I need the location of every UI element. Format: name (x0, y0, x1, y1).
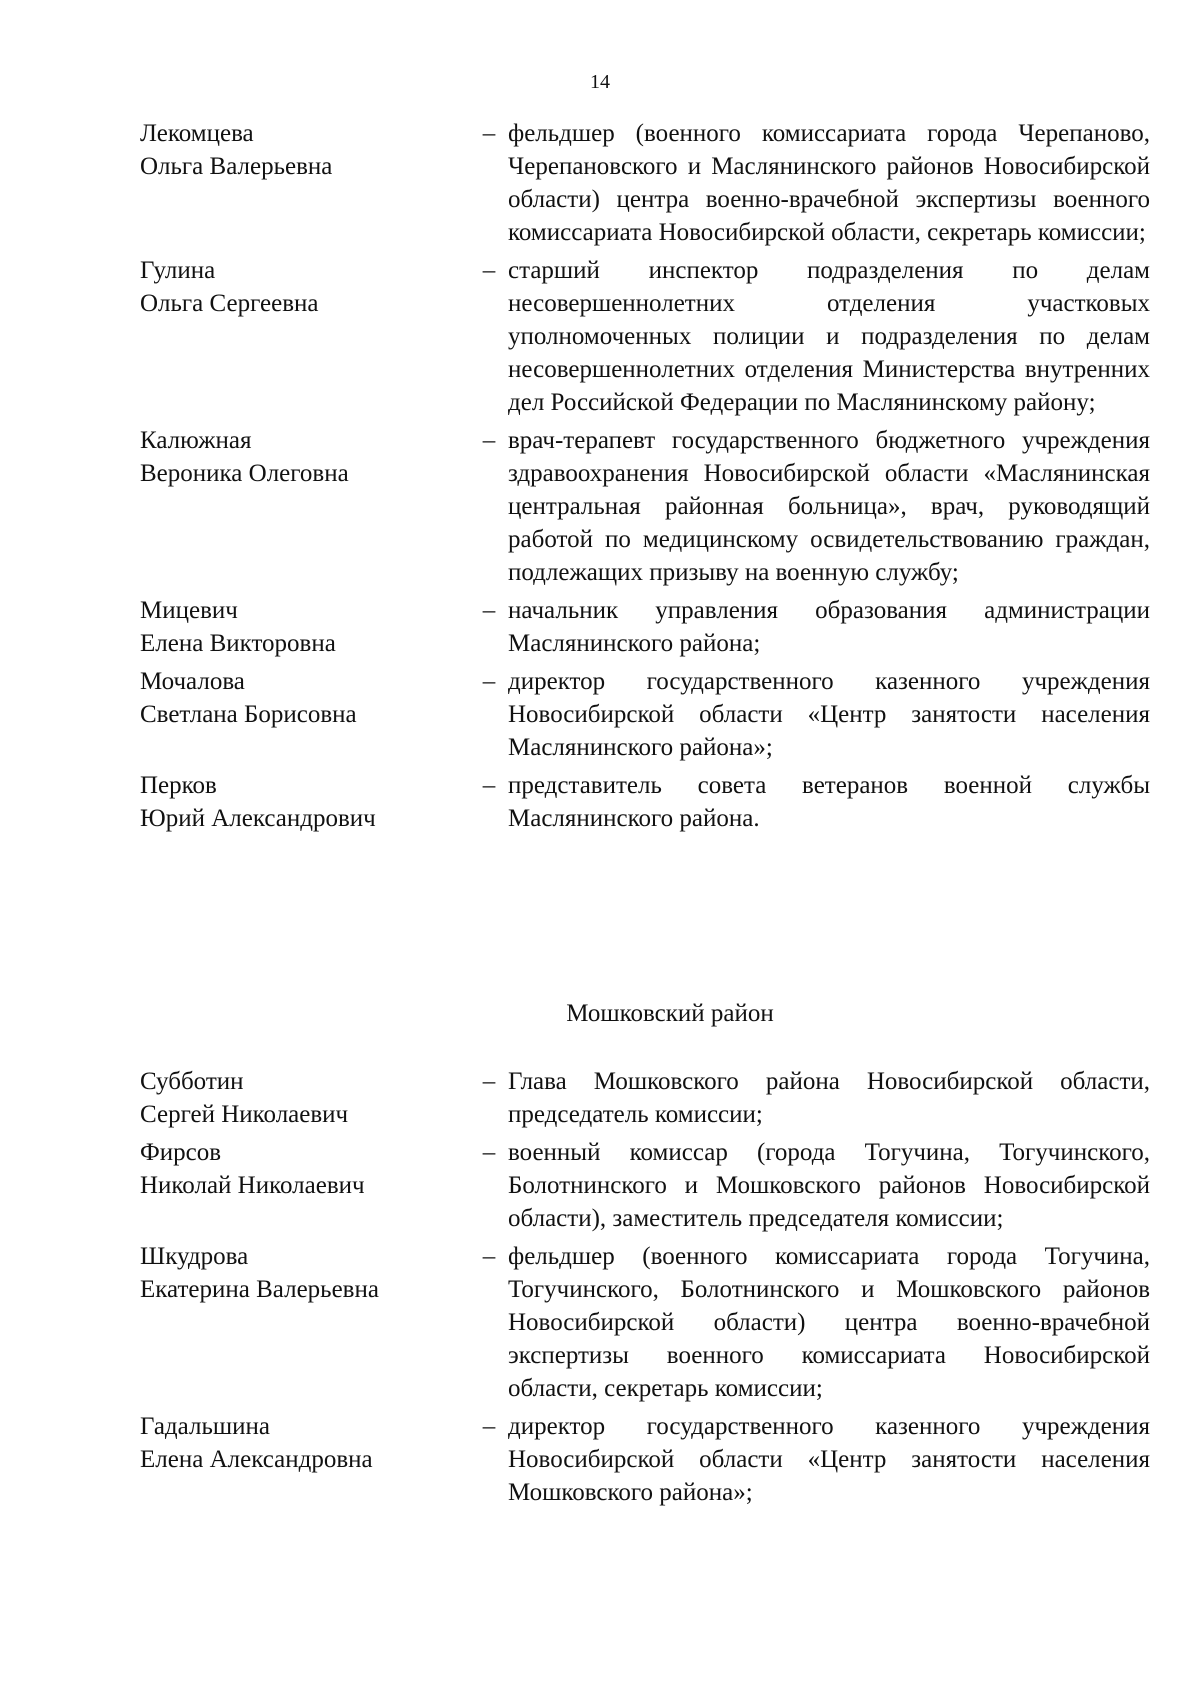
member-name (140, 1410, 470, 1509)
member-name (140, 1136, 470, 1235)
member-role: фельдшер (военного комиссариата города Тогучина, Тогучинского, Болотнинского и Мошковского районов Новосибирской области) центра военно-врачебной экспертизы военного комиссариата Новосибирской области, секретарь комиссии; (508, 1243, 1150, 1402)
member-role: старший инспектор подразделения по делам несовершеннолетних отделения участковых уполномоченных полиции и подразделения по делам несовершеннолетних отделения Министерства внутренних дел Российской Федерации по Маслянинскому району; (508, 257, 1150, 416)
member-surname: Мицевич (140, 597, 238, 624)
member-name (140, 594, 470, 660)
section-heading: Мошковский район (566, 1000, 774, 1027)
dash-separator: – (482, 597, 496, 624)
page-number: 14 (590, 71, 610, 93)
member-role: врач-терапевт государственного бюджетного учреждения здравоохранения Новосибирской области «Маслянинская центральная районная больница», врач, руководящий работой по медицинскому освидетельствованию граждан, подлежащих призыву на военную службу; (508, 427, 1150, 586)
dash-separator: – (482, 1243, 496, 1270)
member-surname: Лекомцева (140, 120, 254, 147)
member-surname: Субботин (140, 1068, 244, 1095)
member-role: Глава Мошковского района Новосибирской области, председатель комиссии; (508, 1068, 1150, 1128)
member-role: директор государственного казенного учреждения Новосибирской области «Центр занятости населения Мошковского района»; (508, 1413, 1150, 1506)
dash-separator: – (482, 668, 496, 695)
member-given-name: Светлана Борисовна (140, 701, 357, 728)
dash-separator: – (482, 1413, 496, 1440)
dash-separator: – (482, 772, 496, 799)
member-entry (140, 117, 1150, 249)
member-given-name: Сергей Николаевич (140, 1101, 349, 1128)
member-surname: Фирсов (140, 1139, 222, 1166)
member-surname: Гулина (140, 257, 216, 284)
member-entry (140, 424, 1150, 589)
member-role: представитель совета ветеранов военной службы Маслянинского района. (508, 772, 1150, 832)
member-surname: Гадальшина (140, 1413, 270, 1440)
member-role: фельдшер (военного комиссариата города Черепаново, Черепановского и Маслянинского районов Новосибирской области) центра военно-врачебной экспертизы военного комиссариата Новосибирской области, секретарь комиссии; (508, 120, 1150, 246)
member-entry (140, 1410, 1150, 1509)
member-name (140, 254, 470, 419)
member-list-maslyanino (140, 117, 1150, 840)
dash-separator: – (482, 120, 496, 147)
member-surname: Шкудрова (140, 1243, 249, 1270)
dash-separator: – (482, 1068, 496, 1095)
member-role: начальник управления образования администрации Маслянинского района; (508, 597, 1150, 657)
member-name (140, 424, 470, 589)
member-surname: Мочалова (140, 668, 245, 695)
member-given-name: Ольга Сергеевна (140, 290, 319, 317)
member-given-name: Вероника Олеговна (140, 460, 349, 487)
member-name (140, 117, 470, 249)
member-given-name: Елена Викторовна (140, 630, 336, 657)
member-given-name: Елена Александровна (140, 1446, 373, 1473)
member-surname: Перков (140, 772, 217, 799)
member-name (140, 769, 470, 835)
member-given-name: Ольга Валерьевна (140, 153, 333, 180)
member-entry (140, 254, 1150, 419)
member-name (140, 665, 470, 764)
dash-separator: – (482, 427, 496, 454)
member-given-name: Екатерина Валерьевна (140, 1276, 379, 1303)
member-entry (140, 1136, 1150, 1235)
member-given-name: Юрий Александрович (140, 805, 376, 832)
member-name (140, 1240, 470, 1405)
member-entry (140, 1240, 1150, 1405)
member-surname: Калюжная (140, 427, 252, 454)
member-name (140, 1065, 470, 1131)
member-entry (140, 594, 1150, 660)
member-list-moshkovo (140, 1065, 1150, 1514)
member-entry (140, 1065, 1150, 1131)
member-entry (140, 769, 1150, 835)
dash-separator: – (482, 257, 496, 284)
dash-separator: – (482, 1139, 496, 1166)
member-given-name: Николай Николаевич (140, 1172, 365, 1199)
member-role: военный комиссар (города Тогучина, Тогучинского, Болотнинского и Мошковского районов Новосибирской области), заместитель председателя комиссии; (508, 1139, 1150, 1232)
member-entry (140, 665, 1150, 764)
member-role: директор государственного казенного учреждения Новосибирской области «Центр занятости населения Маслянинского района»; (508, 668, 1150, 761)
